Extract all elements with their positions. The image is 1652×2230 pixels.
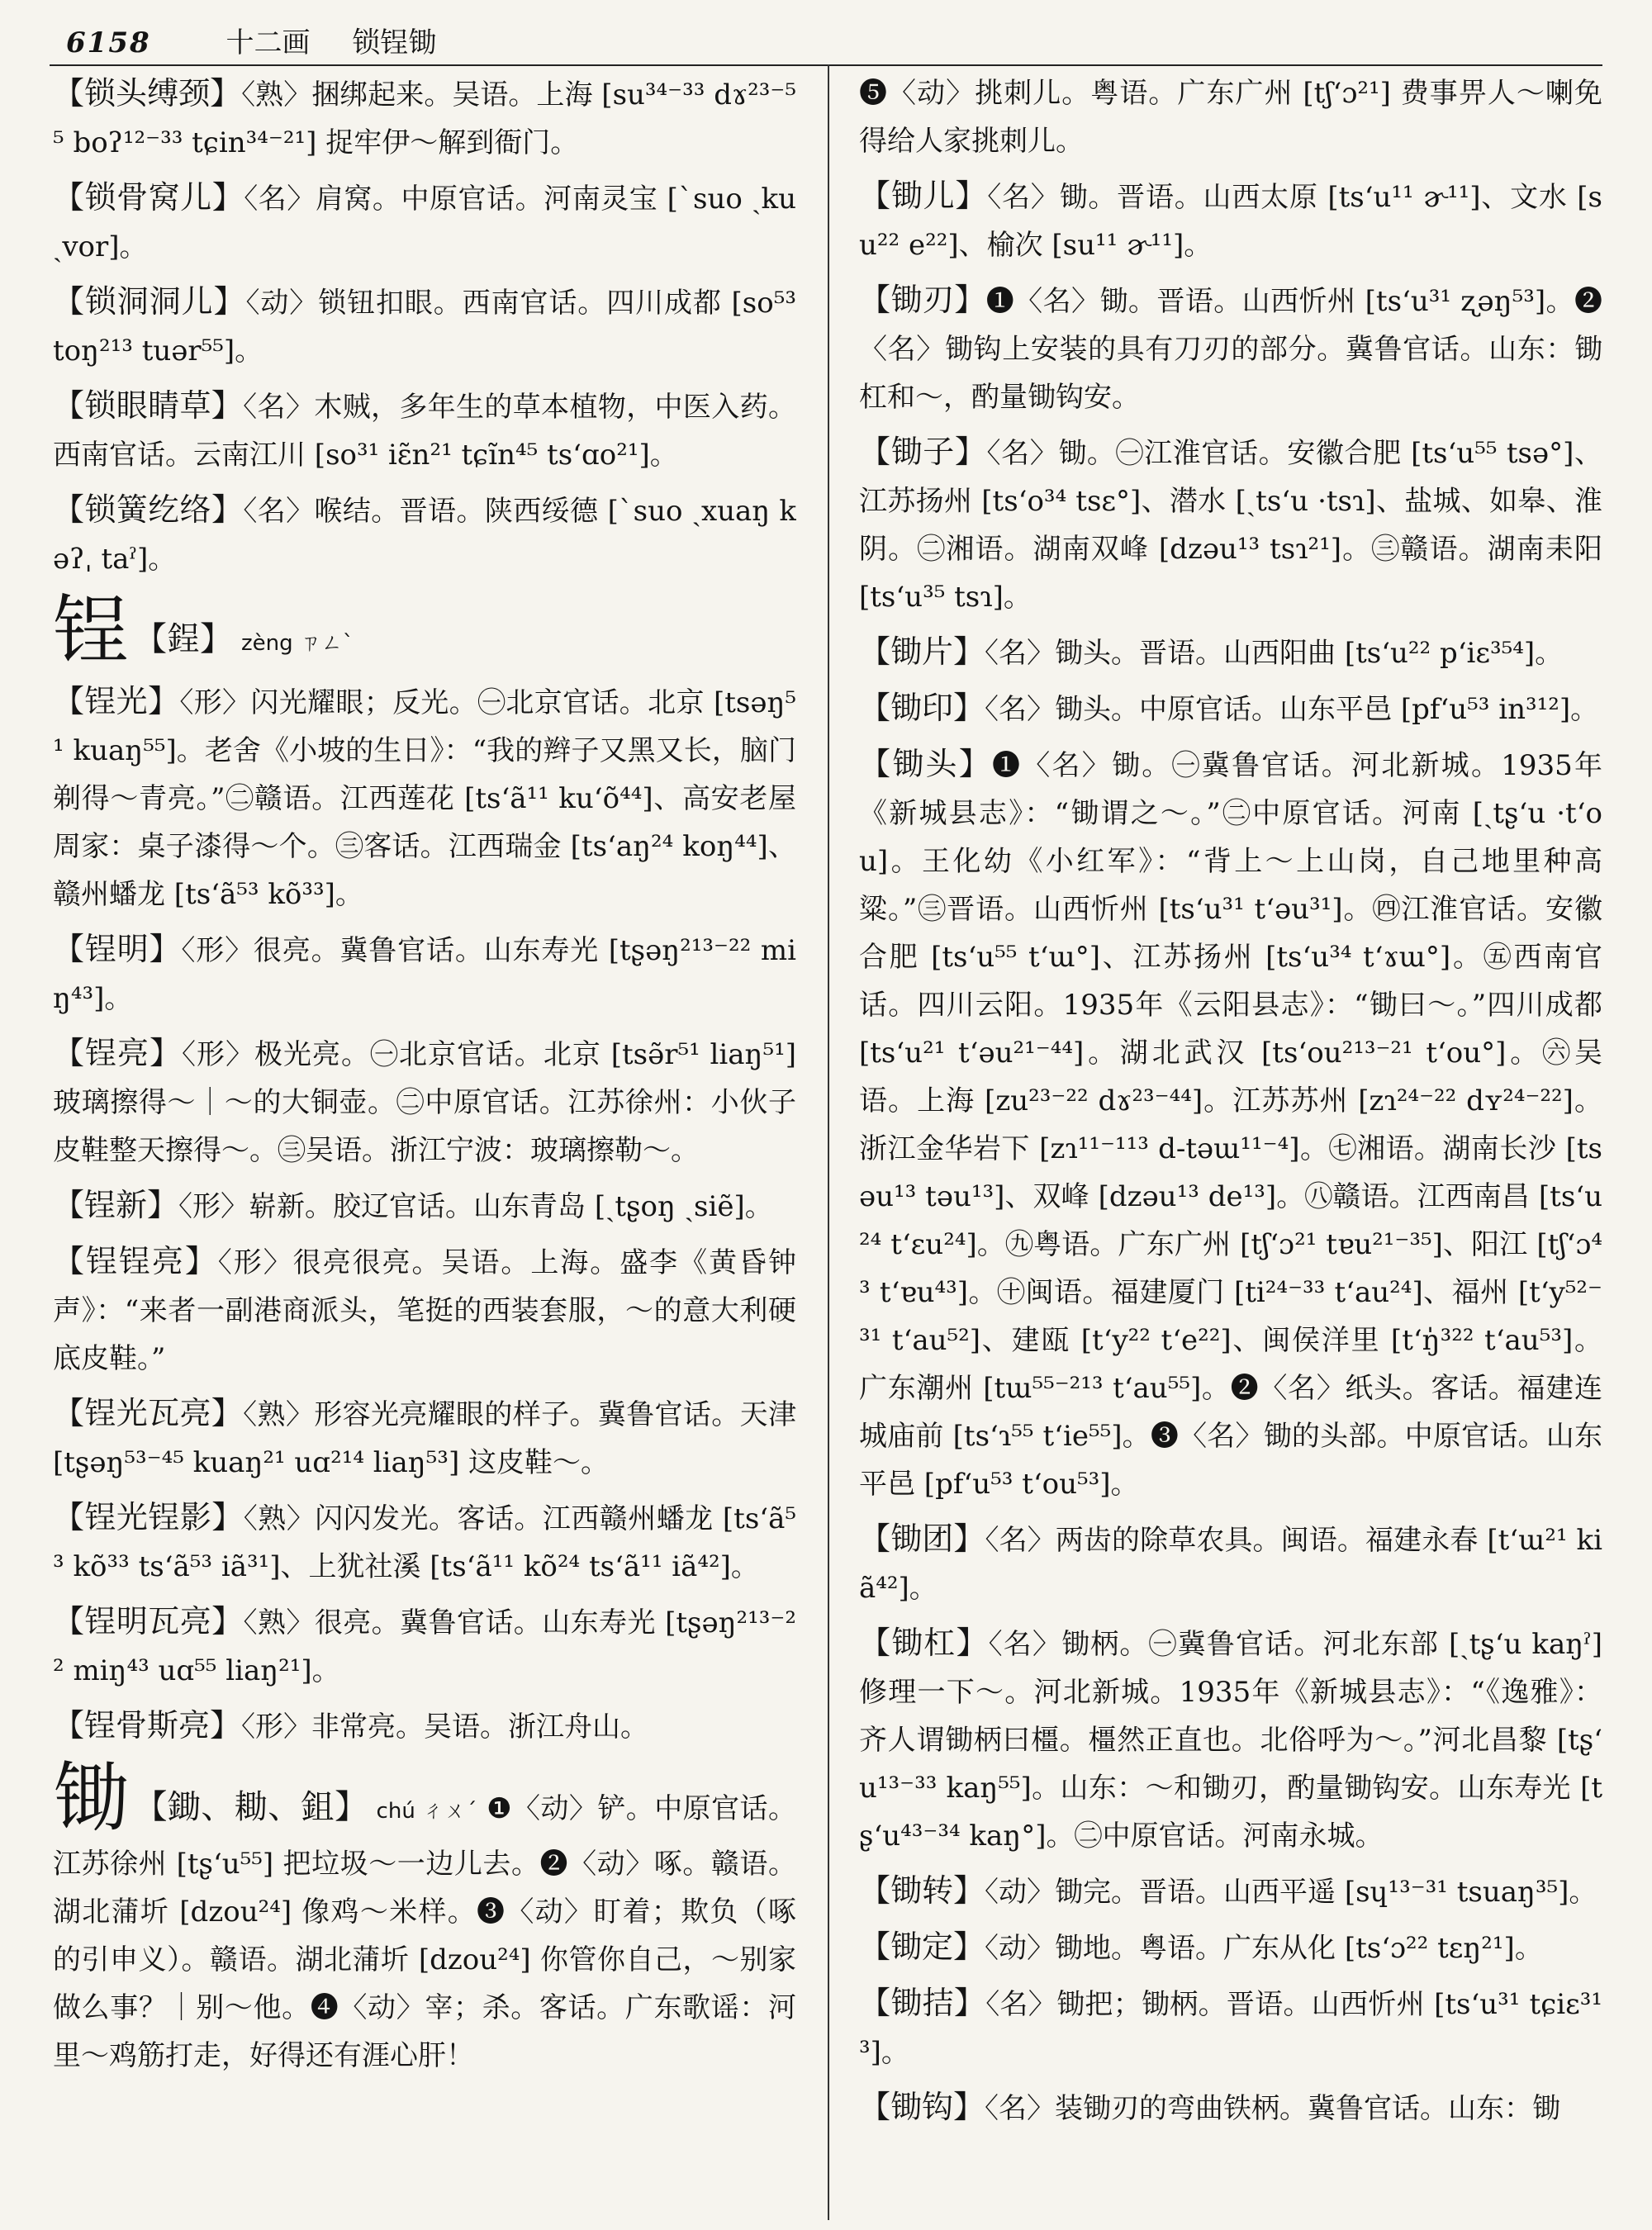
entry-definition: 〈名〉锄把；锄柄。晋语。山西忻州 [tsʻu³¹ tɕiɛ³¹³]。 xyxy=(859,1988,1602,2069)
entry-definition: 〈熟〉很亮。冀鲁官话。山东寿光 [tʂəŋ²¹³⁻²² miŋ⁴³ uɑ⁵⁵ liaŋ²¹]。 xyxy=(53,1606,796,1687)
dictionary-entry xyxy=(859,1979,1602,2076)
entry-headword: 【锄钩】 xyxy=(859,2089,985,2125)
dictionary-entry xyxy=(53,925,796,1022)
head-character: 锄 xyxy=(53,1754,130,1843)
dictionary-entry xyxy=(859,2083,1602,2133)
entry-headword: 【锄印】 xyxy=(859,690,985,726)
dictionary-entry xyxy=(859,1619,1602,1860)
dictionary-entry xyxy=(859,1867,1602,1916)
entry-definition: 〈形〉非常亮。吴语。浙江舟山。 xyxy=(241,1710,649,1744)
head-character: 锃 xyxy=(53,586,130,675)
entry-headword: 【锄刃】 xyxy=(859,282,986,318)
dictionary-entry xyxy=(53,1237,796,1383)
entry-definition: 〈名〉喉结。晋语。陕西绥德 [ˋsuo ˏxuaŋ kəʔˌ taˀ]。 xyxy=(53,495,796,576)
entry-definition: 〈动〉锁钮扣眼。西南官话。四川成都 [so⁵³ toŋ²¹³ tuər⁵⁵]。 xyxy=(53,287,796,368)
entry-definition: 〈名〉锄头。中原官话。山东平邑 [pfʻu⁵³ in³¹²]。 xyxy=(985,693,1599,726)
traditional-forms: 【鋥】 xyxy=(134,620,234,658)
entry-headword: 【锃明】 xyxy=(53,931,182,967)
entry-headword: 【锄转】 xyxy=(859,1872,985,1909)
entry-headword: 【锃骨斯亮】 xyxy=(53,1707,242,1744)
dictionary-entry xyxy=(53,1493,796,1591)
entry-headword: 【锁眼睛草】 xyxy=(53,387,244,424)
column-divider xyxy=(828,64,829,2220)
entry-definition: 〈形〉很亮。冀鲁官话。山东寿光 [tʂəŋ²¹³⁻²² miŋ⁴³]。 xyxy=(53,934,796,1015)
entry-definition: 〈形〉极光亮。㊀北京官话。北京 [tsə̃r⁵¹ liaŋ⁵¹] 玻璃擦得～｜～的大铜壶。㊁中原官话。江苏徐州：小伙子皮鞋整天擦得～。㊂吴语。浙江宁波：玻璃擦勒～。 xyxy=(53,1038,796,1167)
entry-definition: ❶〈名〉锄。㊀冀鲁官话。河北新城。1935年《新城县志》：“锄谓之～。”㊁中原官话。河南 [ˏtʂʻu ·tʻou]。王化幼《小红军》：“背上～上山岗，自己地里种高粱。”㊂晋语。山西忻州 [tsʻu³¹ tʻəu³¹]。㊃江淮官话。安徽合肥 [tsʻu⁵⁵ tʻɯ°]、江苏扬州 [tsʻu³⁴ tʻɤɯ°]。㊄西南官话。四川云阳。1935年《云阳县志》：“锄曰～。”四川成都 [tsʻu²¹ tʻəu²¹⁻⁴⁴]。湖北武汉 [tsʻou²¹³⁻²¹ tʻou°]。㊅吴语。上海 [zu²³⁻²² dɤ²³⁻⁴⁴]。江苏苏州 [zɿ²⁴⁻²² dʏ²⁴⁻²²]。浙江金华岩下 [zɿ¹¹⁻¹¹³ d-təɯ¹¹⁻⁴]。㊆湘语。湖南长沙 [tsəu¹³ təu¹³]、双峰 [dzəu¹³ de¹³]。㊇赣语。江西南昌 [tsʻu²⁴ tʻɛu²⁴]。㊈粤语。广东广州 [tʃʻɔ²¹ tɐu²¹⁻³⁵]、阳江 [tʃʻɔ⁴³ tʻɐu⁴³]。㊉闽语。福建厦门 [ti²⁴⁻³³ tʻau²⁴]、福州 [tʻy⁵²⁻³¹ tʻau⁵²]、建瓯 [tʻy²² tʻe²²]、闽侯洋里 [tʻŋ̍³²² tʻau⁵³]。广东潮州 [tɯ⁵⁵⁻²¹³ tʻau⁵⁵]。❷〈名〉纸头。客话。福建连城庙前 [tsʻɿ⁵⁵ tʻie⁵⁵]。❸〈名〉锄的头部。中原官话。山东平邑 [pfʻu⁵³ tʻou⁵³]。 xyxy=(859,749,1602,1501)
dictionary-entry xyxy=(53,1701,796,1751)
entry-headword: 【锄头】 xyxy=(859,746,992,782)
entry-headword: 【锄子】 xyxy=(859,434,987,470)
entry-definition: 〈形〉很亮很亮。吴语。上海。盛李《黄昏钟声》：“来者一副港商派头，笔挺的西装套服，～的意大利硬底皮鞋。” xyxy=(53,1246,796,1375)
entry-definition: 〈名〉装锄刃的弯曲铁柄。冀鲁官话。山东：锄 xyxy=(985,2092,1561,2125)
dictionary-entry xyxy=(53,1389,796,1487)
entry-headword: 【锄团】 xyxy=(859,1521,985,1557)
entry-definition: 〈名〉锄头。晋语。山西阳曲 [tsʻu²² pʻiɛ³⁵⁴]。 xyxy=(985,637,1564,670)
entry-headword: 【锃光】 xyxy=(53,683,180,719)
entry-definition: 〈名〉肩窝。中原官话。河南灵宝 [ˋsuo ˏku ˏvor]。 xyxy=(53,183,796,263)
dictionary-entry xyxy=(53,382,796,479)
pinyin-reading: zèng ㄗㄥˋ xyxy=(241,631,354,656)
dictionary-entry xyxy=(53,278,796,375)
entry-definition: 〈动〉锄地。粤语。广东从化 [tsʻɔ²² tɛŋ²¹]。 xyxy=(985,1932,1543,1965)
dictionary-entry xyxy=(859,684,1602,733)
entry-headword: 【锄拮】 xyxy=(859,1985,986,2021)
entry-definition: 〈名〉锄柄。㊀冀鲁官话。河北东部 [ˏtʂʻu kaŋˀ] 修理一下～。河北新城。1935年《新城县志》：“《逸雅》：齐人谓锄柄曰橿。橿然正直也。北俗呼为～。”河北昌黎 [tʂʻu¹³⁻³³ kaŋ⁵⁵]。山东：～和锄刃，酌量锄钩安。山东寿光 [tʂʻu⁴³⁻³⁴ kaŋ°]。㊁中原官话。河南永城。 xyxy=(859,1628,1602,1853)
entry-headword: 【锃锃亮】 xyxy=(53,1243,218,1279)
dictionary-entry xyxy=(859,172,1602,269)
dictionary-entry xyxy=(53,1029,796,1174)
entry-headword: 【锃光瓦亮】 xyxy=(53,1395,244,1431)
entry-headword: 【锄儿】 xyxy=(859,178,988,214)
right-column xyxy=(859,69,1602,2221)
entry-headword: 【锄杠】 xyxy=(859,1625,989,1661)
dictionary-entry xyxy=(53,1597,796,1695)
entry-definition: 〈熟〉捆绑起来。吴语。上海 [su³⁴⁻³³ dɤ²³⁻⁵⁵ boʔ¹²⁻³³ tɕin³⁴⁻²¹] 捉牢伊～解到衙门。 xyxy=(53,78,796,159)
dictionary-entry xyxy=(859,1923,1602,1972)
entry-headword: 【锃亮】 xyxy=(53,1035,182,1071)
entry-headword: 【锁簧纥络】 xyxy=(53,491,244,528)
dictionary-entry xyxy=(53,69,796,167)
dictionary-entry xyxy=(859,740,1602,1508)
entry-headword: 【锃新】 xyxy=(53,1187,179,1223)
header-characters: 锁锃锄 xyxy=(352,26,437,59)
page-header xyxy=(66,18,436,68)
dictionary-entry xyxy=(53,486,796,583)
entry-definition: 〈动〉锄完。晋语。山西平遥 [sɥ¹³⁻³¹ tsuaŋ³⁵]。 xyxy=(985,1876,1597,1909)
dictionary-entry xyxy=(859,276,1602,421)
entry-definition: 〈名〉锄。晋语。山西太原 [tsʻu¹¹ ɚ¹¹]、文水 [su²² e²²]、榆次 [su¹¹ ɚ¹¹]。 xyxy=(859,181,1602,262)
entry-definition: 〈熟〉形容光亮耀眼的样子。冀鲁官话。天津 [tʂəŋ⁵³⁻⁴⁵ kuaŋ²¹ uɑ²¹⁴ liaŋ⁵³] 这皮鞋～。 xyxy=(53,1398,796,1479)
entry-definition: 〈名〉锄。㊀江淮官话。安徽合肥 [tsʻu⁵⁵ tsə°]、江苏扬州 [tsʻo³⁴ tsɛ°]、潜水 [ˏtsʻu ·tsɿ]、盐城、如皋、淮阴。㊁湘语。湖南双峰 [dzəu¹³ tsɿ²¹]。㊂赣语。湖南耒阳 [tsʻu³⁵ tsɿ]。 xyxy=(859,437,1602,614)
left-column xyxy=(53,69,796,2221)
dictionary-entry xyxy=(859,69,1602,165)
pinyin-reading: chú ㄔㄨˊ xyxy=(376,1799,477,1824)
dictionary-entry xyxy=(53,1181,796,1231)
character-head-entry xyxy=(53,586,796,675)
character-head-entry xyxy=(53,1754,796,2080)
entry-definition: 〈形〉崭新。胶辽官话。山东青岛 [ˏtʂoŋ ˏsiẽ]。 xyxy=(178,1190,773,1223)
entry-definition: 〈熟〉闪闪发光。客话。江西赣州蟠龙 [tsʻã⁵³ kõ³³ tsʻã⁵³ iã³¹]、上犹社溪 [tsʻã¹¹ kõ²⁴ tsʻã¹¹ iã⁴²]。 xyxy=(53,1502,796,1583)
entry-headword: 【锁洞洞儿】 xyxy=(53,283,246,320)
dictionary-entry xyxy=(859,628,1602,677)
page-number: 6158 xyxy=(66,26,151,59)
entry-definition: 〈名〉两齿的除草农具。闽语。福建永春 [tʻɯ²¹ kiã⁴²]。 xyxy=(859,1524,1602,1605)
entry-headword: 【锃明瓦亮】 xyxy=(53,1603,244,1639)
entry-headword: 【锁头缚颈】 xyxy=(53,75,242,112)
stroke-section: 十二画 xyxy=(225,26,311,59)
entry-definition: 〈名〉木贼，多年生的草本植物，中医入药。西南官话。云南江川 [so³¹ iɛ̃n²¹ tɕĩn⁴⁵ tsʻɑo²¹]。 xyxy=(53,391,796,472)
entry-headword: 【锁骨窝儿】 xyxy=(53,179,244,216)
entry-definition: ❶〈动〉铲。中原官话。江苏徐州 [tʂʻu⁵⁵] 把垃圾～一边儿去。❷〈动〉啄。赣语。湖北蒲圻 [dzou²⁴] 像鸡～米样。❸〈动〉盯着；欺负（啄的引申义）。赣语。湖北蒲圻 [dzou²⁴] 你管你自己，～别家做么事？｜别～他。❹〈动〉宰；杀。客话。广东歌谣：河里～鸡筋打走，好得还有涯心肝！ xyxy=(53,1792,796,2072)
dictionary-entry xyxy=(859,1515,1602,1612)
entry-headword: 【锃光锃影】 xyxy=(53,1499,244,1535)
dictionary-entry xyxy=(53,677,796,918)
dictionary-entry xyxy=(53,173,796,271)
header-rule xyxy=(50,64,1602,66)
entry-definition: 〈形〉闪光耀眼；反光。㊀北京官话。北京 [tsəŋ⁵¹ kuaŋ⁵⁵]。老舍《小坡的生日》：“我的辫子又黑又长，脑门剃得～青亮。”㊁赣语。江西莲花 [tsʻã¹¹ kuʻõ⁴⁴]、高安老屋周家：桌子漆得～个。㊂客话。江西瑞金 [tsʻaŋ²⁴ koŋ⁴⁴]、赣州蟠龙 [tsʻã⁵³ kõ³³]。 xyxy=(53,686,796,911)
entry-definition: ❺〈动〉挑刺儿。粤语。广东广州 [tʃʻɔ²¹] 费事畀人～喇免得给人家挑刺儿。 xyxy=(859,77,1602,158)
traditional-forms: 【鋤、耡、鉏】 xyxy=(134,1788,368,1826)
dictionary-entry xyxy=(859,428,1602,621)
entry-definition: ❶〈名〉锄。晋语。山西忻州 [tsʻu³¹ ʐəŋ⁵³]。❷〈名〉锄钩上安装的具有刀刃的部分。冀鲁官话。山东：锄杠和～，酌量锄钩安。 xyxy=(859,285,1602,414)
entry-headword: 【锄定】 xyxy=(859,1929,985,1965)
entry-headword: 【锄片】 xyxy=(859,633,985,670)
